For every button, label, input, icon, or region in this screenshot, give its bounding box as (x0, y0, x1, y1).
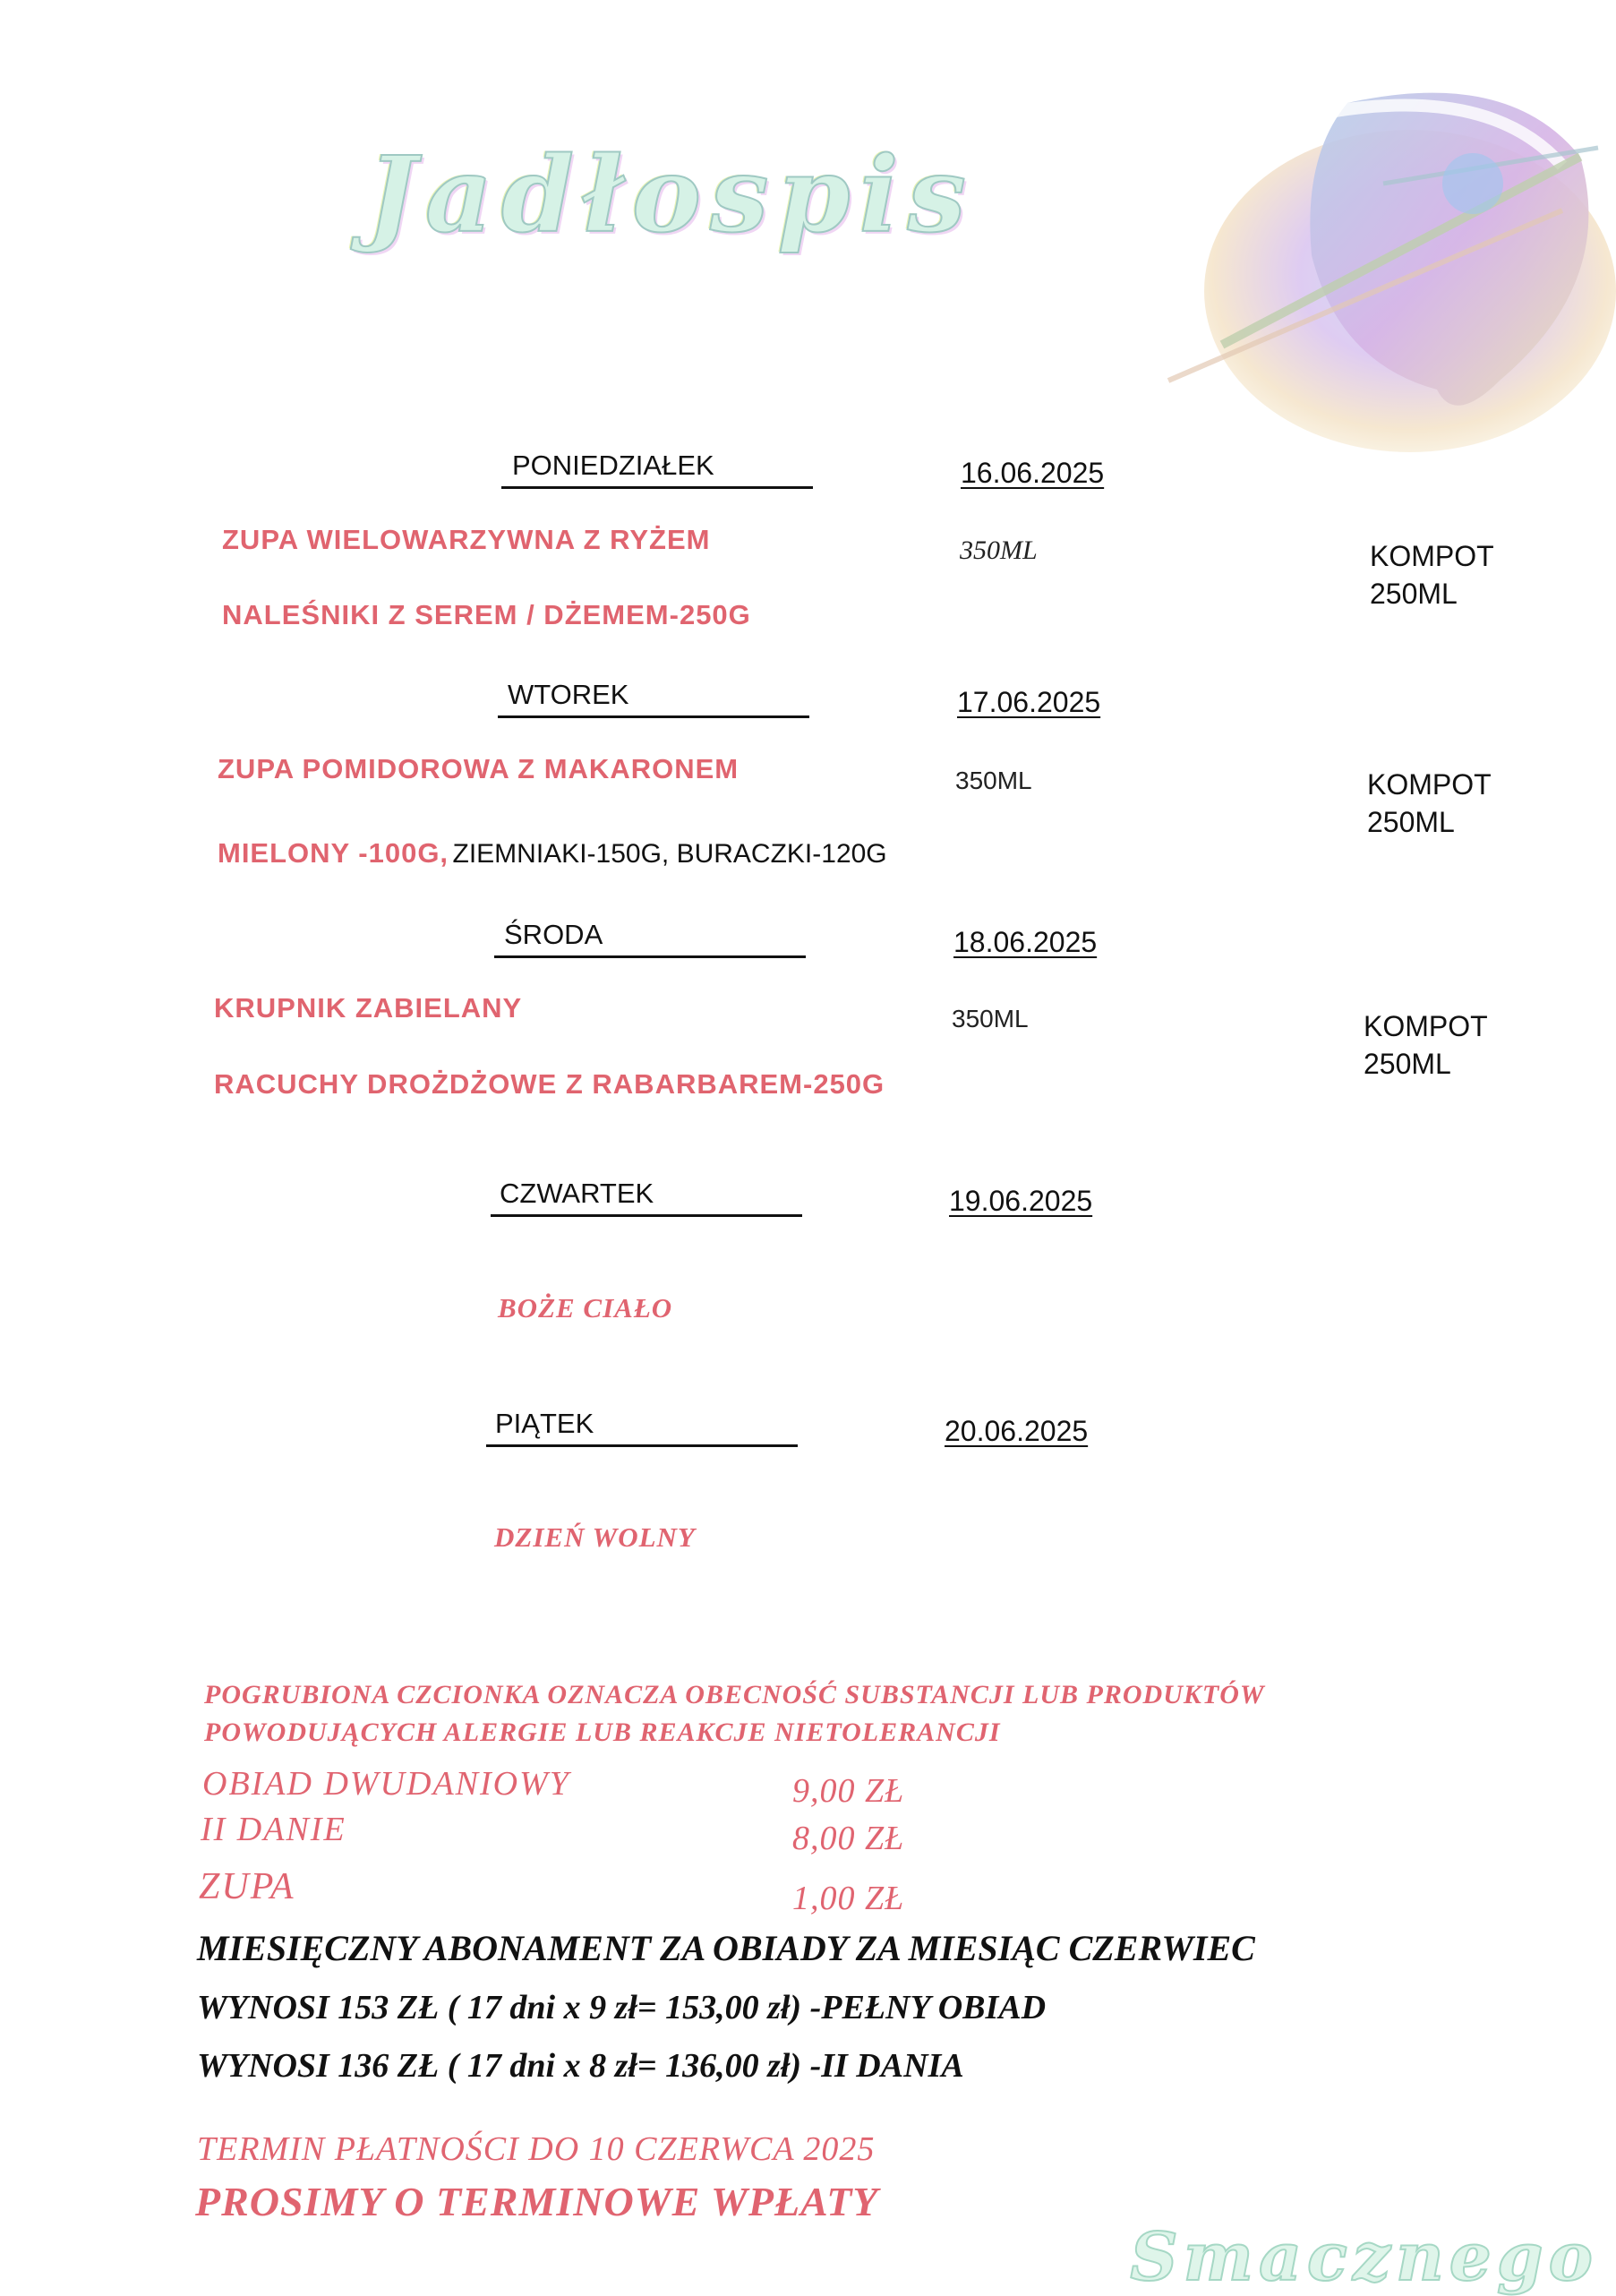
day-underline (501, 486, 813, 489)
soup-name: ZUPA WIELOWARZYWNA Z RYŻEM (222, 524, 711, 555)
day-date: 20.06.2025 (945, 1415, 1089, 1447)
day-date: 18.06.2025 (953, 926, 1098, 958)
drink-volume: 250ML (1364, 1048, 1451, 1080)
payment-request: PROSIMY O TERMINOWE WPŁATY (195, 2179, 879, 2224)
day-date: 19.06.2025 (949, 1185, 1093, 1217)
allergen-note-line2: POWODUJĄCYCH ALERGIE LUB REAKCJE NIETOLERANCJI (204, 1718, 1001, 1747)
drink-name: KOMPOT (1367, 768, 1492, 801)
footer-greeting: Smacznego (1130, 2219, 1598, 2296)
price-value: 8,00 ZŁ (792, 1820, 905, 1857)
soup-volume: 350ML (960, 535, 1038, 565)
subscription-line3: WYNOSI 136 ZŁ ( 17 dni x 8 zł= 136,00 zł) -II DANIA (197, 2047, 964, 2085)
price-label: ZUPA (199, 1866, 295, 1907)
main-dish-name: NALEŚNIKI Z SEREM / DŻEMEM-250G (222, 599, 751, 630)
allergen-note-line1: POGRUBIONA CZCIONKA OZNACZA OBECNOŚĆ SUBSTANCJI LUB PRODUKTÓW (204, 1680, 1265, 1709)
day-note: BOŻE CIAŁO (498, 1292, 673, 1324)
day-name: WTOREK (508, 679, 629, 710)
day-name: PIĄTEK (495, 1408, 594, 1439)
drink-volume: 250ML (1367, 806, 1455, 838)
soup-name: ZUPA POMIDOROWA Z MAKARONEM (218, 753, 740, 784)
drink-volume: 250ML (1370, 578, 1458, 610)
day-date: 17.06.2025 (957, 686, 1101, 718)
drink-info (1367, 766, 1528, 841)
side-dishes: ZIEMNIAKI-150G, BURACZKI-120G (452, 839, 887, 869)
main-dish-name: RACUCHY DROŻDŻOWE Z RABARBAREM-250G (214, 1068, 885, 1100)
day-underline (491, 1214, 802, 1217)
drink-name: KOMPOT (1370, 540, 1494, 572)
main-dish-name: MIELONY -100G, (218, 837, 449, 869)
subscription-line2: WYNOSI 153 ZŁ ( 17 dni x 9 zł= 153,00 zł) -PEŁNY OBIAD (197, 1989, 1047, 2026)
day-underline (498, 715, 809, 718)
main-dish (218, 837, 887, 870)
price-label: II DANIE (201, 1811, 346, 1848)
drink-info (1370, 537, 1531, 613)
price-value: 9,00 ZŁ (792, 1772, 905, 1810)
soup-name: KRUPNIK ZABIELANY (214, 992, 523, 1024)
menu-title: Jadłospis (367, 134, 975, 256)
drink-name: KOMPOT (1364, 1010, 1488, 1042)
day-name: ŚRODA (504, 919, 603, 950)
day-date: 16.06.2025 (961, 457, 1105, 489)
day-name: CZWARTEK (500, 1178, 654, 1209)
subscription-line1: MIESIĘCZNY ABONAMENT ZA OBIADY ZA MIESIĄC CZERWIEC (197, 1928, 1255, 1968)
payment-deadline: TERMIN PŁATNOŚCI DO 10 CZERWCA 2025 (197, 2130, 876, 2168)
day-underline (486, 1444, 798, 1447)
day-underline (494, 955, 806, 958)
plate-cutlery-decoration (1115, 49, 1616, 470)
soup-volume: 350ML (955, 767, 1032, 794)
day-name: PONIEDZIAŁEK (512, 450, 714, 481)
price-value: 1,00 ZŁ (792, 1880, 905, 1917)
price-label: OBIAD DWUDANIOWY (202, 1765, 570, 1803)
drink-info (1364, 1007, 1525, 1083)
soup-volume: 350ML (952, 1005, 1029, 1032)
day-note: DZIEŃ WOLNY (494, 1521, 696, 1553)
